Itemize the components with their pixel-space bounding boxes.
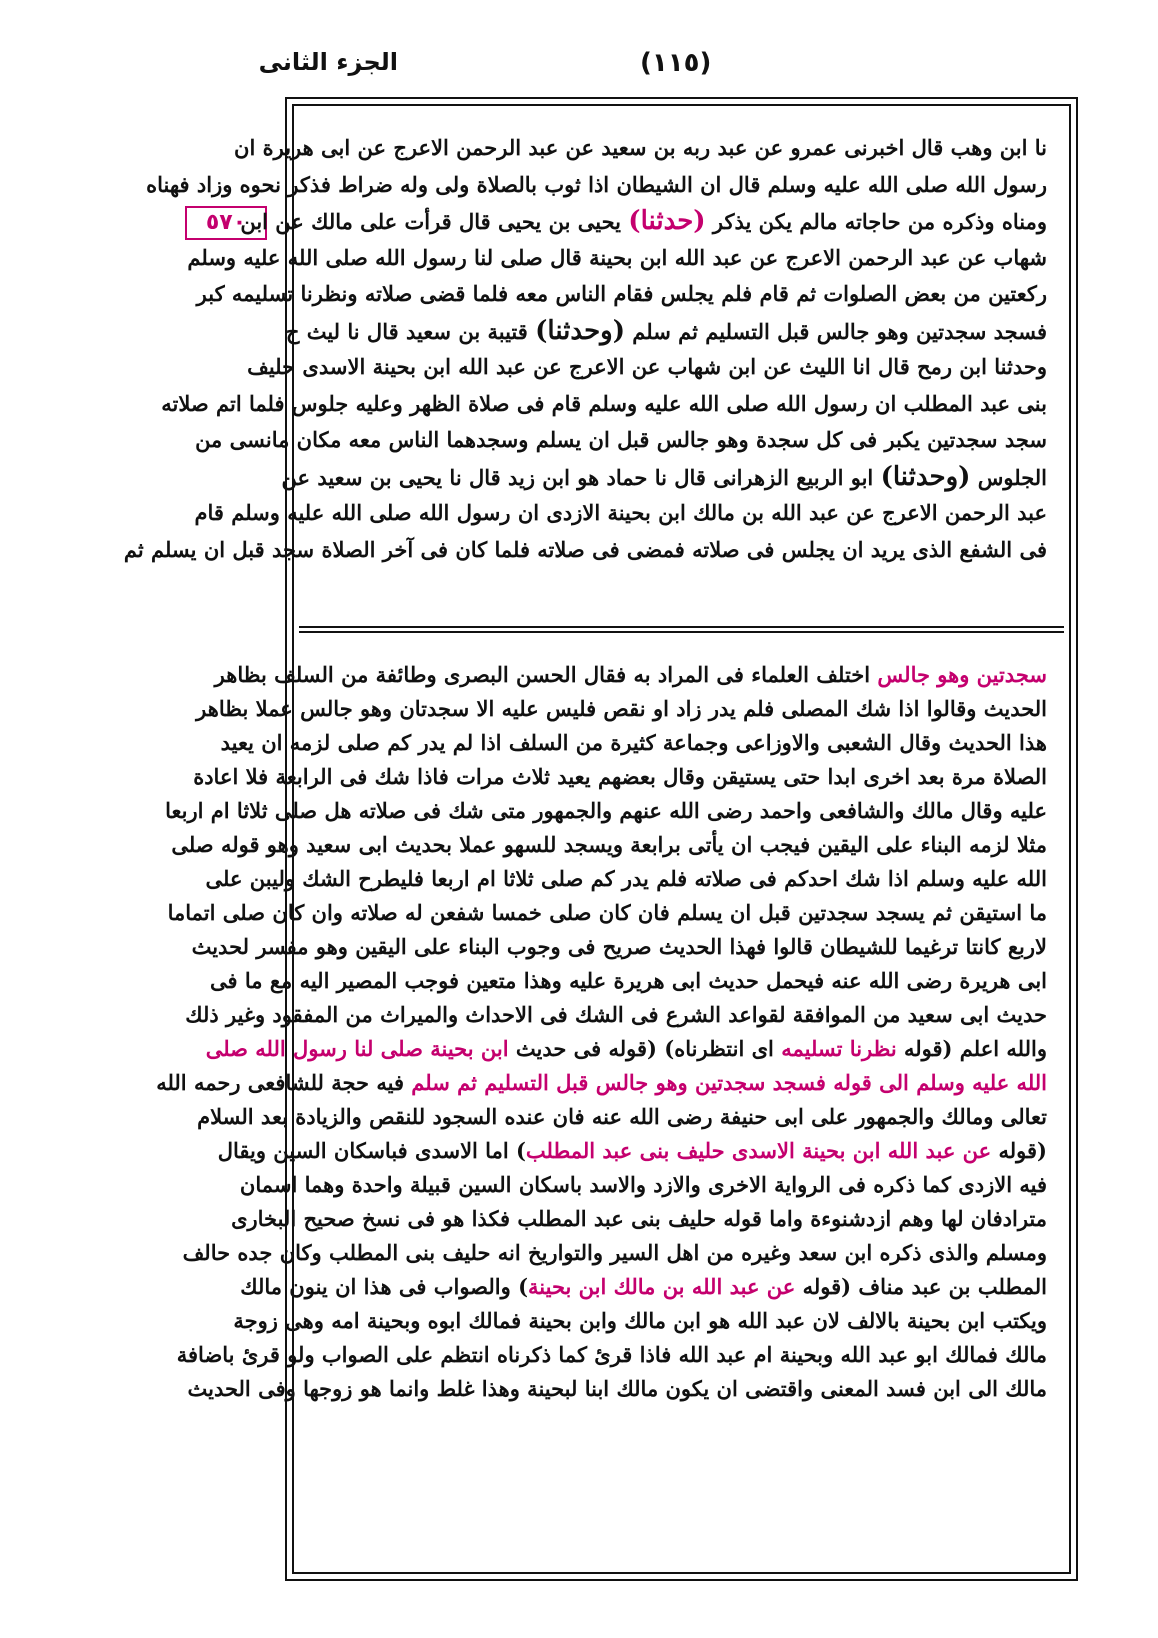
text-segment: قتيبة بن سعيد قال نا ليث ح bbox=[285, 318, 536, 344]
text-segment: ) اما الاسدى فباسكان السين ويقال bbox=[217, 1138, 526, 1163]
text-segment: بنى عبد المطلب ان رسول الله صلى الله عليه وسلم قام فى صلاة الظهر وعليه جلوس فلما اتم صلاته bbox=[161, 390, 1047, 416]
text-segment: رسول الله صلى الله عليه وسلم قال ان الشيطان اذا ثوب بالصلاة ولى وله ضراط فذكر نحوه وزاد فهناه bbox=[146, 171, 1047, 197]
commentary-line bbox=[197, 1100, 1047, 1134]
commentary-line bbox=[171, 828, 1047, 862]
text-segment: هذا الحديث وقال الشعبى والاوزاعى وجماعة كثيرة من السلف اذا لم يدر كم صلى لزمه ان يعيد bbox=[220, 730, 1047, 755]
commentary-line bbox=[239, 1168, 1047, 1202]
commentary-line bbox=[205, 1032, 1047, 1066]
commentary-line bbox=[182, 1236, 1047, 1270]
text-segment: عليه وقال مالك والشافعى واحمد رضى الله عنهم والجمهور متى شك فى صلاته هل صلى ثلاثا ام اربعا bbox=[165, 798, 1047, 823]
text-segment: حديث ابى سعيد من الموافقة لقواعد الشرع فى الشك فى الاحداث والميراث من المفقود وغير ذلك bbox=[185, 1002, 1047, 1027]
commentary-line bbox=[193, 760, 1047, 794]
commentary-line bbox=[191, 930, 1047, 964]
text-segment: شهاب عن عبد الرحمن الاعرج عن عبد الله ابن بحينة قال صلى لنا رسول الله صلى الله عليه وسلم bbox=[187, 244, 1047, 270]
highlighted-phrase: عن عبد الله بن مالك ابن بحينة bbox=[528, 1274, 796, 1299]
text-segment: (وحدثنا) bbox=[880, 461, 971, 492]
text-segment: ) والصواب فى هذا ان ينون مالك bbox=[240, 1274, 529, 1299]
commentary-text bbox=[156, 658, 1047, 1406]
text-segment: المطلب بن عبد مناف (قوله bbox=[795, 1274, 1047, 1299]
commentary-line bbox=[187, 1372, 1047, 1406]
highlighted-phrase: (حدثنا) bbox=[628, 206, 706, 236]
hadith-number-badge: ٥٧٠ bbox=[185, 206, 267, 240]
commentary-line bbox=[233, 1304, 1047, 1338]
text-segment: الصلاة مرة بعد اخرى ابدا حتى يستيقن وقال بعضهم يعيد ثلاث مرات فاذا شك فى الرابعة فلا اعادة bbox=[193, 764, 1047, 789]
highlighted-phrase: نظرنا تسليمه bbox=[781, 1036, 897, 1061]
text-segment: ويكتب ابن بحينة بالالف لان عبد الله هو ابن مالك وابن بحينة فمالك ابوه وبحينة امه وهى زوجة bbox=[233, 1308, 1047, 1333]
text-segment: ومناه وذكره من حاجاته مالم يكن يذكر bbox=[705, 209, 1047, 234]
page-number: (١١٥) bbox=[640, 48, 712, 78]
hadith-line bbox=[234, 130, 1047, 167]
commentary-line bbox=[185, 998, 1047, 1032]
highlighted-phrase: سجدتين وهو جالس bbox=[877, 662, 1047, 687]
volume-title: الجزء الثانى bbox=[258, 48, 398, 76]
text-segment: نا ابن وهب قال اخبرنى عمرو عن عبد ربه بن سعيد عن عبد الرحمن الاعرج عن ابى هريرة ان bbox=[234, 135, 1047, 160]
highlighted-phrase: عن عبد الله ابن بحينة الاسدى حليف بنى عبد المطلب bbox=[525, 1138, 992, 1163]
text-segment: اختلف العلماء فى المراد به فقال الحسن البصرى وطائفة من السلف بظاهر bbox=[214, 662, 878, 687]
page-header bbox=[0, 48, 1158, 98]
text-segment: فيه الازدى كما ذكره فى الرواية الاخرى والازد والاسد باسكان السين قبيلة واحدة وهما اسمان bbox=[239, 1172, 1047, 1197]
text-segment: ما استيقن ثم يسجد سجدتين قبل ان يسلم فان كان صلى خمسا شفعن له صلاته وان كان صلى اتماما bbox=[167, 900, 1047, 925]
text-segment: يحيى بن يحيى قال قرأت على مالك عن ابن bbox=[240, 209, 629, 234]
text-segment: الله عليه وسلم اذا شك احدكم فى صلاته فلم يدر كم صلى ثلاثا ام اربعا فليطرح الشك وليبن على bbox=[205, 866, 1047, 891]
text-segment: وحدثنا ابن رمح قال انا الليث عن ابن شهاب عن الاعرج عن عبد الله ابن بحينة الاسدى حليف bbox=[247, 354, 1047, 379]
highlighted-phrase: الله عليه وسلم الى قوله فسجد سجدتين وهو جالس قبل التسليم ثم سلم bbox=[411, 1070, 1047, 1095]
hadith-line bbox=[285, 313, 1047, 350]
commentary-line bbox=[156, 1066, 1047, 1100]
commentary-line bbox=[220, 726, 1047, 760]
text-segment: ابو الربيع الزهرانى قال نا حماد هو ابن زيد قال نا يحيى بن سعيد عن bbox=[281, 464, 881, 490]
text-segment: ركعتين من بعض الصلوات ثم قام فلم يجلس فقام الناس معه فلما قضى صلاته ونظرنا تسليمه كبر bbox=[196, 281, 1047, 306]
hadith-line bbox=[194, 495, 1047, 532]
text-segment: فسجد سجدتين وهو جالس قبل التسليم ثم سلم bbox=[625, 318, 1047, 344]
text-segment: (قوله bbox=[896, 1036, 953, 1061]
commentary-line bbox=[240, 1270, 1047, 1304]
commentary-line bbox=[165, 794, 1047, 828]
hadith-line bbox=[123, 532, 1047, 569]
text-segment: لاربع كانتا ترغيما للشيطان قالوا فهذا الحديث صريح فى وجوب البناء على اليقين وهو مفسر لحديث bbox=[191, 934, 1047, 959]
text-segment: (وحدثنا) bbox=[535, 315, 625, 346]
text-segment: سجد سجدتين يكبر فى كل سجدة وهو جالس قبل ان يسلم وسجدهما الناس معه مكان مانسى من bbox=[195, 427, 1047, 452]
text-segment: مالك الى ابن فسد المعنى واقتضى ان يكون مالك ابنا لبحينة وهذا غلط وانما هو زوجها وفى الحديث bbox=[187, 1376, 1047, 1401]
hadith-line bbox=[146, 167, 1047, 204]
text-segment: اى انتظرناه) (قوله فى حديث bbox=[508, 1036, 782, 1061]
text-segment: مترادفان لها وهم ازدشنوءة واما قوله حليف بنى عبد المطلب فكذا هو فى نسخ صحيح البخارى bbox=[231, 1206, 1047, 1231]
hadith-line bbox=[240, 203, 1047, 240]
commentary-line bbox=[176, 1338, 1047, 1372]
text-segment: مثلا لزمه البناء على اليقين فيجب ان يأتى برابعة ويسجد للسهو عملا بحديث ابى سعيد وهو قوله صلى bbox=[171, 832, 1047, 857]
highlighted-phrase: ابن بحينة صلى لنا رسول الله صلى bbox=[205, 1036, 509, 1061]
text-segment: تعالى ومالك والجمهور على ابى حنيفة رضى الله عنه فان عنده السجود للنقص والزيادة بعد السلام bbox=[197, 1104, 1047, 1129]
commentary-line bbox=[167, 896, 1047, 930]
hadith-line bbox=[161, 386, 1047, 423]
text-segment: الجلوس bbox=[970, 464, 1047, 490]
text-segment: عبد الرحمن الاعرج عن عبد الله بن مالك ابن بحينة الازدى ان رسول الله صلى الله عليه وسلم قام bbox=[194, 500, 1047, 525]
text-segment: الحديث وقالوا اذا شك المصلى فلم يدر زاد او نقص فليس عليه الا سجدتان وهو جالس عملا بظاهر bbox=[196, 696, 1047, 721]
text-segment: فيه حجة للشافعى رحمه الله bbox=[156, 1070, 412, 1095]
section-divider bbox=[299, 626, 1064, 633]
text-segment: والله اعلم bbox=[952, 1036, 1047, 1061]
hadith-line bbox=[281, 459, 1047, 496]
hadith-line bbox=[187, 240, 1047, 277]
hadith-line bbox=[247, 349, 1047, 386]
text-segment: ومسلم والذى ذكره ابن سعد وغيره من اهل السير والتواريخ انه حليف بنى المطلب وكان جده حالف bbox=[182, 1240, 1047, 1265]
hadith-line bbox=[195, 422, 1047, 459]
commentary-line bbox=[196, 692, 1047, 726]
commentary-line bbox=[210, 964, 1047, 998]
text-segment: (قوله bbox=[991, 1138, 1047, 1163]
hadith-line bbox=[196, 276, 1047, 313]
text-segment: مالك فمالك ابو عبد الله وبحينة ام عبد الله فاذا قرئ كما ذكرناه انتظم على الصواب ولو قرئ باضافة bbox=[176, 1342, 1047, 1367]
commentary-line bbox=[217, 1134, 1047, 1168]
commentary-line bbox=[231, 1202, 1047, 1236]
commentary-line bbox=[205, 862, 1047, 896]
commentary-line bbox=[214, 658, 1047, 692]
text-segment: ابى هريرة رضى الله عنه فيحمل حديث ابى هريرة عليه وهذا متعين فوجب المصير اليه مع ما فى bbox=[210, 968, 1047, 993]
text-segment: فى الشفع الذى يريد ان يجلس فى صلاته فمضى فى صلاته فلما كان فى آخر الصلاة سجد قبل ان يسلم ثم bbox=[123, 536, 1047, 562]
